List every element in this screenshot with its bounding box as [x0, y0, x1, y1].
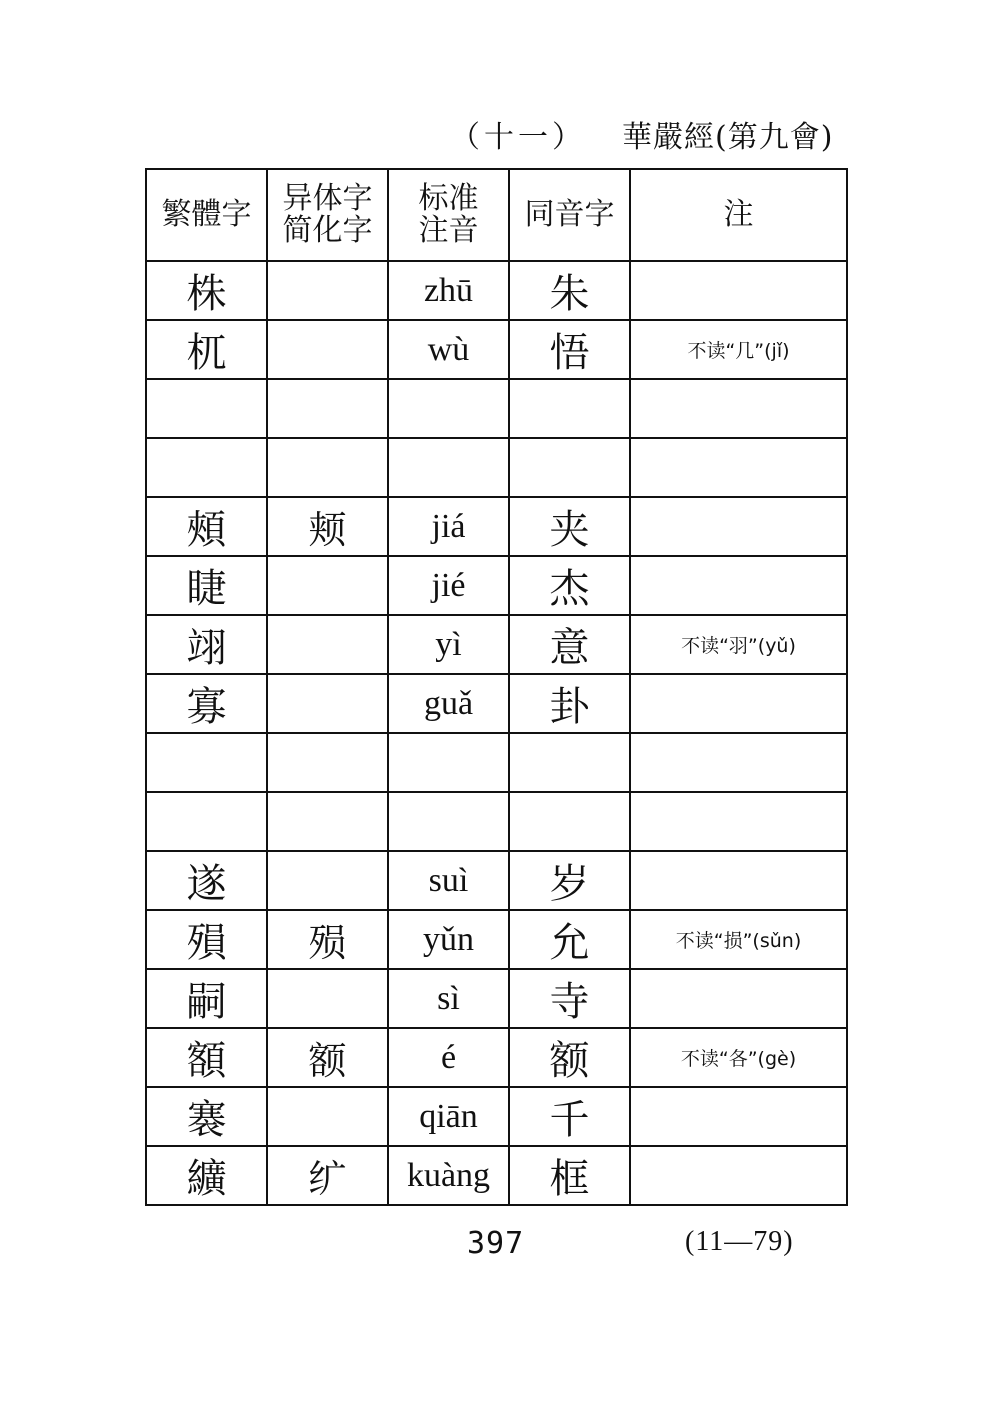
- cell-homophone: 悟: [509, 320, 630, 379]
- cell-note: [630, 497, 847, 556]
- cell-note: [630, 1087, 847, 1146]
- cell-variant-simplified: [267, 556, 388, 615]
- cell-homophone: [509, 792, 630, 851]
- cell-traditional: [146, 438, 267, 497]
- cell-note: [630, 556, 847, 615]
- cell-variant-simplified: [267, 320, 388, 379]
- cell-note: [630, 261, 847, 320]
- table-row: [146, 969, 847, 1028]
- cell-homophone: 意: [509, 615, 630, 674]
- cell-pinyin: wù: [388, 320, 509, 379]
- cell-traditional: 株: [146, 261, 267, 320]
- cell-homophone: 朱: [509, 261, 630, 320]
- cell-traditional: 頰: [146, 497, 267, 556]
- cell-variant-simplified: [267, 792, 388, 851]
- table-row: [146, 379, 847, 438]
- table-row: [146, 851, 847, 910]
- cell-homophone: 岁: [509, 851, 630, 910]
- cell-traditional: 杌: [146, 320, 267, 379]
- cell-pinyin: [388, 379, 509, 438]
- cell-note: 不读“各”(gè): [630, 1028, 847, 1087]
- cell-homophone: 杰: [509, 556, 630, 615]
- cell-pinyin: guǎ: [388, 674, 509, 733]
- cell-pinyin: jié: [388, 556, 509, 615]
- cell-pinyin: [388, 792, 509, 851]
- cell-traditional: [146, 792, 267, 851]
- table-row: [146, 1087, 847, 1146]
- table-row: [146, 792, 847, 851]
- cell-pinyin: jiá: [388, 497, 509, 556]
- cell-variant-simplified: [267, 969, 388, 1028]
- cell-note: [630, 1146, 847, 1205]
- cell-traditional: [146, 733, 267, 792]
- cell-homophone: 寺: [509, 969, 630, 1028]
- cell-pinyin: yǔn: [388, 910, 509, 969]
- cell-traditional: 寡: [146, 674, 267, 733]
- cell-traditional: 翊: [146, 615, 267, 674]
- cell-variant-simplified: [267, 261, 388, 320]
- cell-homophone: 卦: [509, 674, 630, 733]
- cell-variant-simplified: 纩: [267, 1146, 388, 1205]
- cell-variant-simplified: [267, 733, 388, 792]
- cell-variant-simplified: [267, 674, 388, 733]
- cell-traditional: 睫: [146, 556, 267, 615]
- table-row: [146, 615, 847, 674]
- cell-note: [630, 792, 847, 851]
- cell-homophone: [509, 733, 630, 792]
- cell-traditional: 褰: [146, 1087, 267, 1146]
- cell-pinyin: qiān: [388, 1087, 509, 1146]
- cell-variant-simplified: [267, 438, 388, 497]
- cell-note: [630, 438, 847, 497]
- cell-homophone: 框: [509, 1146, 630, 1205]
- cell-variant-simplified: [267, 379, 388, 438]
- table-body: [146, 261, 847, 1205]
- cell-variant-simplified: 额: [267, 1028, 388, 1087]
- cell-variant-simplified: [267, 1087, 388, 1146]
- table-row: [146, 438, 847, 497]
- cell-variant-simplified: 颊: [267, 497, 388, 556]
- cell-traditional: 嗣: [146, 969, 267, 1028]
- column-header-standard-pinyin: 标准 注音: [388, 169, 509, 261]
- cell-traditional: 額: [146, 1028, 267, 1087]
- cell-note: [630, 969, 847, 1028]
- cell-traditional: [146, 379, 267, 438]
- cell-variant-simplified: [267, 851, 388, 910]
- cell-pinyin: yì: [388, 615, 509, 674]
- column-header-traditional: 繁體字: [146, 169, 267, 261]
- cell-traditional: 殞: [146, 910, 267, 969]
- table-row: [146, 1146, 847, 1205]
- cell-pinyin: suì: [388, 851, 509, 910]
- cell-note: [630, 733, 847, 792]
- cell-pinyin: é: [388, 1028, 509, 1087]
- cell-homophone: [509, 379, 630, 438]
- cell-note: 不读“羽”(yǔ): [630, 615, 847, 674]
- table-row: [146, 1028, 847, 1087]
- table-row: [146, 261, 847, 320]
- cell-note: [630, 674, 847, 733]
- column-header-variant-simplified: 异体字 简化字: [267, 169, 388, 261]
- cell-note: [630, 379, 847, 438]
- table-row: [146, 910, 847, 969]
- cell-note: 不读“几”(jǐ): [630, 320, 847, 379]
- cell-pinyin: sì: [388, 969, 509, 1028]
- column-header-homophone: 同音字: [509, 169, 630, 261]
- page-code: (11—79): [685, 1226, 794, 1257]
- document-title: 華嚴經(第九會): [622, 120, 834, 155]
- cell-variant-simplified: [267, 615, 388, 674]
- cell-homophone: [509, 438, 630, 497]
- cell-homophone: 允: [509, 910, 630, 969]
- page-number: 397: [467, 1226, 525, 1261]
- column-header-note: 注: [630, 169, 847, 261]
- section-number: （十一）: [450, 120, 586, 155]
- cell-homophone: 千: [509, 1087, 630, 1146]
- table-row: [146, 320, 847, 379]
- cell-variant-simplified: 殒: [267, 910, 388, 969]
- cell-pinyin: zhū: [388, 261, 509, 320]
- cell-pinyin: [388, 438, 509, 497]
- cell-homophone: 夹: [509, 497, 630, 556]
- character-pronunciation-table: [145, 168, 848, 1206]
- table-row: [146, 674, 847, 733]
- table-row: [146, 733, 847, 792]
- cell-homophone: 额: [509, 1028, 630, 1087]
- cell-pinyin: kuàng: [388, 1146, 509, 1205]
- table-row: [146, 497, 847, 556]
- table-row: [146, 556, 847, 615]
- cell-pinyin: [388, 733, 509, 792]
- cell-traditional: 纊: [146, 1146, 267, 1205]
- cell-traditional: 遂: [146, 851, 267, 910]
- cell-note: [630, 851, 847, 910]
- table-header-row: [146, 169, 847, 261]
- cell-note: 不读“损”(sǔn): [630, 910, 847, 969]
